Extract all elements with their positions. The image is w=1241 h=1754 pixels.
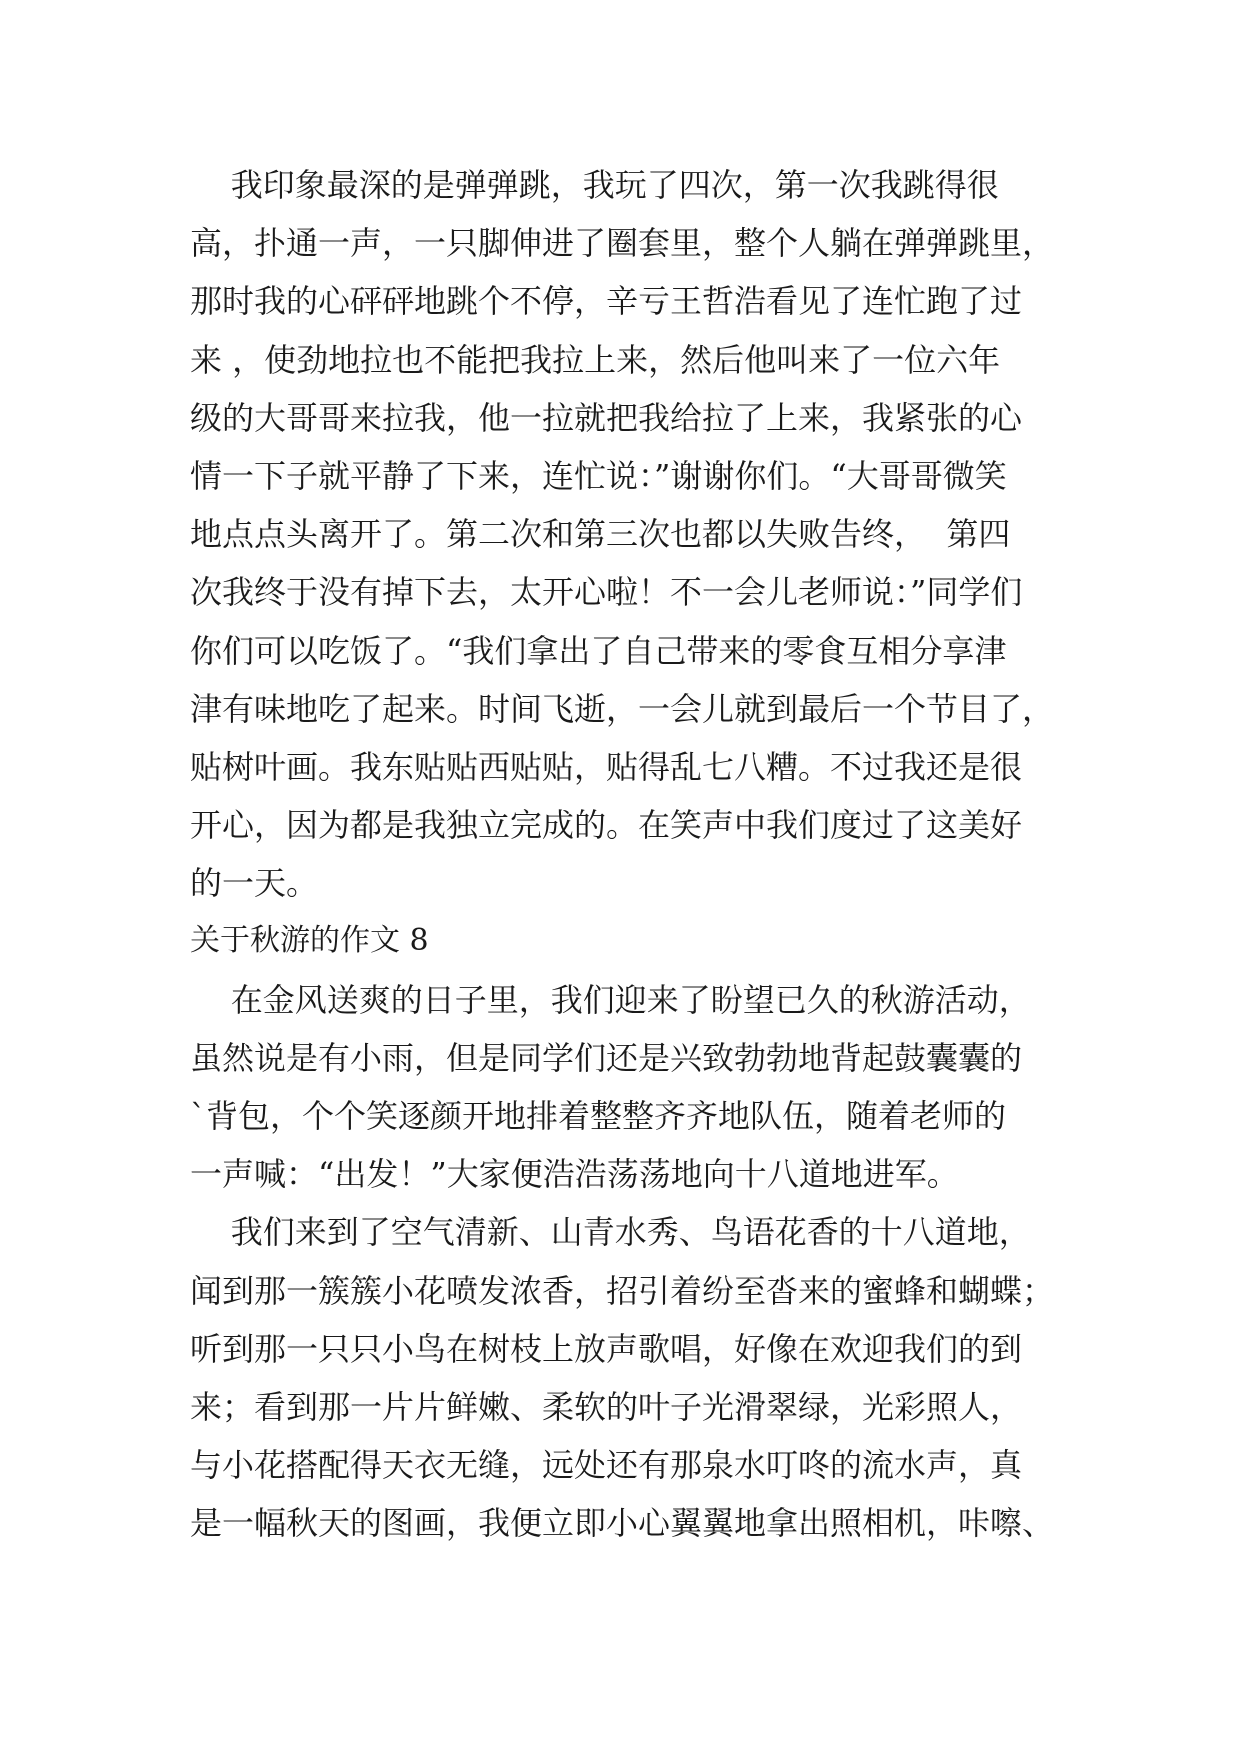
text-line: 情一下子就平静了下来，连忙说：”谢谢你们。“大哥哥微笑 [190, 456, 1007, 495]
text-line: 那时我的心砰砰地跳个不停，辛亏王哲浩看见了连忙跑了过 [190, 282, 1023, 321]
previous-essay-ending [190, 156, 1055, 912]
text-line: 我们来到了空气清新、山青水秀、鸟语花香的十八道地， [190, 1213, 1031, 1252]
text-line: 来 ，使劲地拉也不能把我拉上来，然后他叫来了一位六年 [190, 340, 1001, 379]
essay-paragraph [190, 1203, 1055, 1552]
text-line: 地点点头离开了。第二次和第三次也都以失败告终， 第四 [190, 515, 1011, 554]
text-line: 你们可以吃饭了。“我们拿出了自己带来的零食互相分享津 [190, 631, 1007, 670]
text-line: 听到那一只只小鸟在树枝上放声歌唱，好像在欢迎我们的到 [190, 1329, 1023, 1368]
text-line: 来；看到那一片片鲜嫩、柔软的叶子光滑翠绿，光彩照人， [190, 1387, 1023, 1426]
text-line: 开心，因为都是我独立完成的。在笑声中我们度过了这美好 [190, 806, 1023, 845]
text-line: 与小花搭配得天衣无缝，远处还有那泉水叮咚的流水声，真 [190, 1446, 1023, 1485]
text-line: 津有味地吃了起来。时间飞逝，一会儿就到最后一个节目了， [190, 689, 1055, 728]
text-line: 高，扑通一声，一只脚伸进了圈套里，整个人躺在弹弹跳里， [190, 224, 1055, 263]
text-line: 一声喊：“出发！”大家便浩浩荡荡地向十八道地进军。 [190, 1155, 959, 1194]
text-line: 闻到那一簇簇小花喷发浓香，招引着纷至沓来的蜜蜂和蝴蝶； [190, 1271, 1055, 1310]
text-line: 贴树叶画。我东贴贴西贴贴，贴得乱七八糟。不过我还是很 [190, 747, 1023, 786]
text-line: 我印象最深的是弹弹跳，我玩了四次，第一次我跳得很 [190, 166, 999, 204]
text-line: `背包，个个笑逐颜开地排着整整齐齐地队伍，随着老师的 [190, 1097, 1007, 1135]
section-title: 关于秋游的作文 8 [190, 923, 429, 959]
text-line: 的一天。 [190, 864, 319, 903]
essay-paragraph [190, 971, 1052, 1204]
document-body [190, 156, 1055, 1553]
text-line: 级的大哥哥来拉我，他一拉就把我给拉了上来，我紧张的心 [190, 398, 1023, 437]
text-line: 是一幅秋天的图画，我便立即小心翼翼地拿出照相机，咔嚓、 [190, 1504, 1055, 1543]
text-line: 虽然说是有小雨，但是同学们还是兴致勃勃地背起鼓囊囊的 [190, 1038, 1023, 1077]
text-line: 在金风送爽的日子里，我们迎来了盼望已久的秋游活动， [190, 980, 1031, 1019]
text-line: 次我终于没有掉下去，太开心啦！不一会儿老师说：”同学们 [190, 573, 1023, 612]
